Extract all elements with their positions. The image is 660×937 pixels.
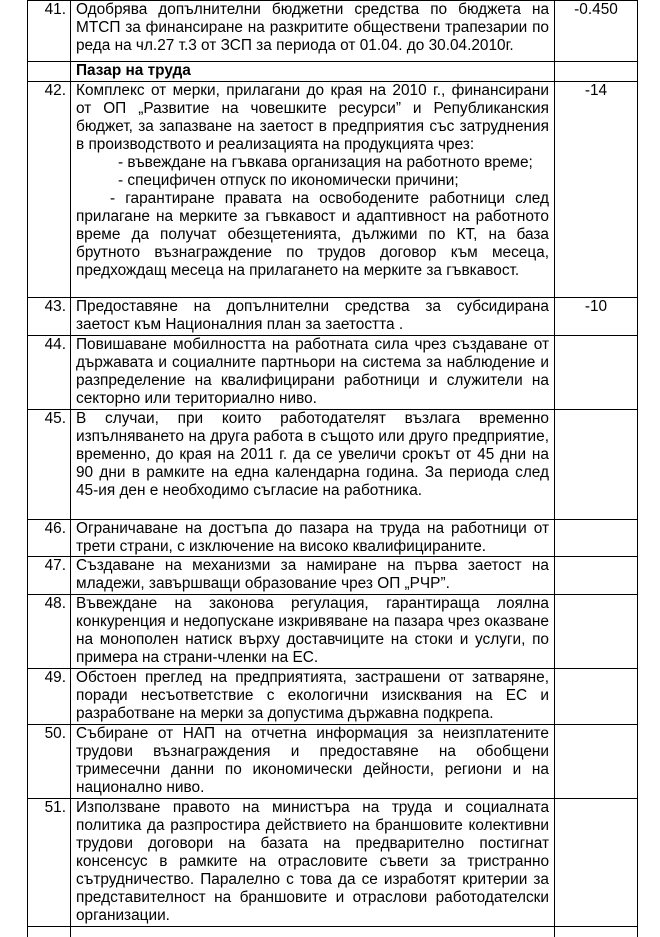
row-value: -14	[555, 82, 638, 298]
row-value: -0.450	[555, 1, 638, 62]
table-row	[28, 799, 638, 927]
section-title: Пазар на труда	[71, 62, 555, 82]
row-value: -10	[555, 298, 638, 336]
table-row	[28, 520, 638, 557]
row-text: Въвеждане на законова регулация, гарантираща лоялна конкуренция и недопускане изкривяване на пазара чрез оказване на монополен натиск върху доставчиците на стоки и услуги, по примера на страни-членки на ЕС.	[71, 595, 555, 669]
row-value	[555, 799, 638, 927]
row-text: Комплекс от мерки, прилагани до края на 2010 г., финансирани от ОП „Развитие на човешките ресурси” и Републиканския бюджет, за запазване на заетост в предприятия със затруднения в производството и реализацията на продукцията чрез: - въвеждане на гъвкава организация на работното време; - специфичен отпуск по икономически причини; - гарантиране правата на освободените работници след прилагане на мерките за гъвкавост и адаптивност на работното време да получат обезщетенията, дължими по КТ, на база брутното възнаграждение по трудов договор към месеца, предхождащ месеца на прилагането на мерките за гъвкавост.	[71, 82, 555, 298]
row-number: 49.	[28, 669, 71, 725]
table-row	[28, 557, 638, 595]
row-value	[555, 557, 638, 595]
row-number: 43.	[28, 298, 71, 336]
table-row	[28, 298, 638, 336]
row-text: В случаи, при които работодателят възлага временно изпълняването на друга работа в същото или друго предприятие, временно, до края на 2011 г. да се увеличи срокът от 45 дни на 90 дни в рамките на една календарна година. За периода след 45-ия ден е необходимо съгласие на работника.	[71, 410, 555, 520]
row-text: Предоставяне на допълнителни средства за субсидирана заетост към Националния план за заетостта .	[71, 298, 555, 336]
row-number: 50.	[28, 725, 71, 799]
table-row	[28, 410, 638, 520]
table-row	[28, 669, 638, 725]
row-text: Одобрява допълнителни бюджетни средства по бюджета на МТСП за финансиране на разкритите обществени трапезарии по реда на чл.27 т.3 от ЗСП за периода от 01.04. до 30.04.2010г.	[71, 1, 555, 62]
section-row	[28, 62, 638, 82]
table-row-continuation	[28, 927, 638, 937]
table-row	[28, 595, 638, 669]
row-number: 46.	[28, 520, 71, 557]
row-number: 44.	[28, 336, 71, 410]
row-value	[555, 336, 638, 410]
table-row	[28, 82, 638, 298]
row-value	[555, 595, 638, 669]
measures-table	[27, 0, 638, 937]
row-text: Събиране от НАП на отчетна информация за неизплатените трудови възнаграждения и предоставяне на обобщени тримесечни данни по икономически дейности, региони и на национално ниво.	[71, 725, 555, 799]
row-text: Ограничаване на достъпа до пазара на труда на работници от трети страни, с изключение на високо квалифицираните.	[71, 520, 555, 557]
document-page	[27, 0, 637, 937]
row-value	[555, 669, 638, 725]
row-text: Обстоен преглед на предприятията, застрашени от затваряне, поради несъответствие с екологични изисквания на ЕС и разработване на мерки за допустима държавна подкрепа.	[71, 669, 555, 725]
row-number: 45.	[28, 410, 71, 520]
row-number: 51.	[28, 799, 71, 927]
row-text: Създаване на механизми за намиране на първа заетост на младежи, завършващи образование чрез ОП „РЧР”.	[71, 557, 555, 595]
table-row	[28, 725, 638, 799]
row-number: 41.	[28, 1, 71, 62]
row-number: 42.	[28, 82, 71, 298]
row-value	[555, 725, 638, 799]
bullet-item: - въвеждане на гъвкава организация на работното време;	[76, 154, 549, 172]
row-number: 48.	[28, 595, 71, 669]
row-text: Използване правото на министъра на труда и социалната политика да разпростира действието на браншовите колективни трудови договори на базата на предварително постигнат консенсус в рамките на отрасловите съвети за тристранно сътрудничество. Паралелно с това да се изработят критерии за представителност на браншовите и отраслови работодателски организации.	[71, 799, 555, 927]
bullet-item: - гарантиране правата на освободените работници след прилагане на мерките за гъвкавост и адаптивност на работното време да получат обезщетенията, дължими по КТ, на база брутното възнаграждение по трудов договор към месеца, предхождащ месеца на прилагането на мерките за гъвкавост.	[76, 190, 549, 280]
row-value	[555, 520, 638, 557]
table-row	[28, 1, 638, 62]
row-number: 47.	[28, 557, 71, 595]
bullet-item: - специфичен отпуск по икономически причини;	[76, 172, 549, 190]
row-text: Повишаване мобилността на работната сила чрез създаване от държавата и социалните партньори на система за наблюдение и разпределение на квалифицирани работници и служители на секторно или териториално ниво.	[71, 336, 555, 410]
row-value	[555, 410, 638, 520]
table-row	[28, 336, 638, 410]
